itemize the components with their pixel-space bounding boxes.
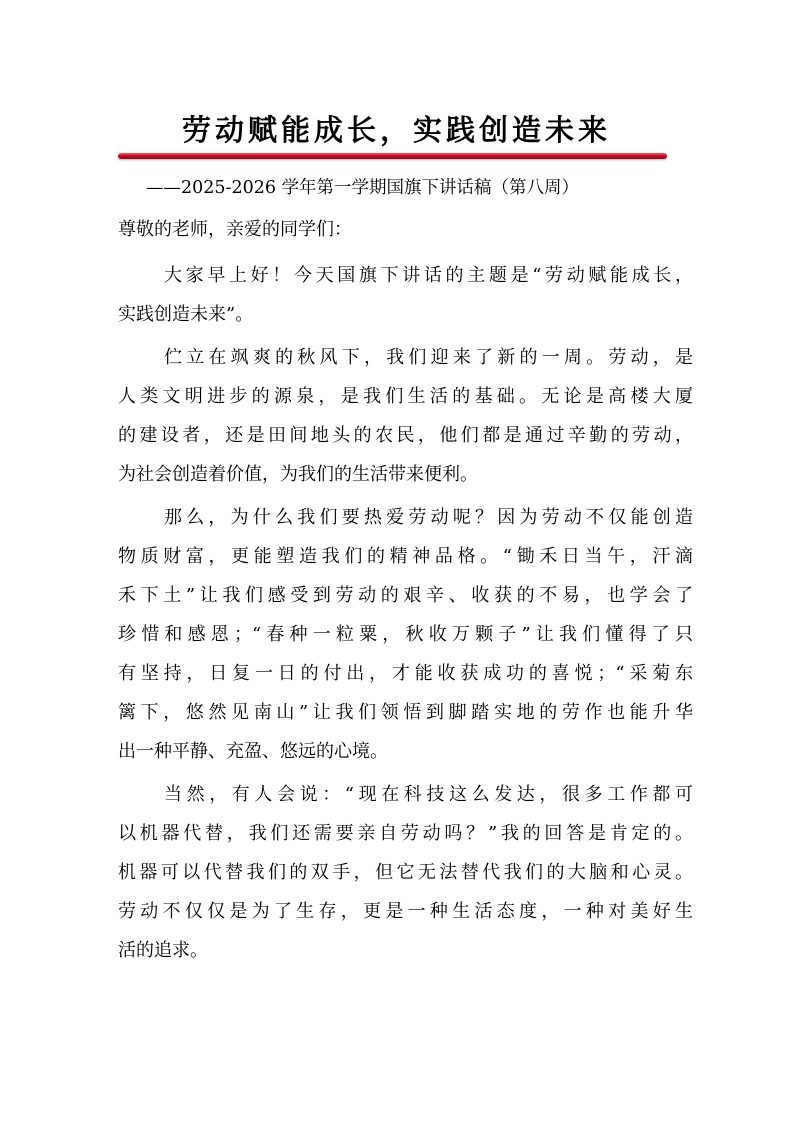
document-subtitle: ——2025-2026 学年第一学期国旗下讲话稿（第八周）: [146, 178, 580, 198]
paragraph-line: 人类文明进步的源泉，是我们生活的基础。无论是高楼大厦: [118, 386, 693, 407]
paragraph-line: 劳动不仅仅是为了生存，更是一种生活态度，一种对美好生: [118, 901, 693, 922]
paragraph-line: 那么，为什么我们要热爱劳动呢？因为劳动不仅能创造: [164, 507, 693, 528]
paragraph-line: 以机器代替，我们还需要亲自劳动吗？”我的回答是肯定的。: [118, 823, 693, 844]
paragraph-line: 机器可以代替我们的双手，但它无法替代我们的大脑和心灵。: [118, 862, 693, 883]
paragraph-line: 活的追求。: [118, 940, 208, 961]
paragraph-line: 珍惜和感恩；“春种一粒粟，秋收万颗子”让我们懂得了只: [118, 624, 693, 645]
paragraph-2: [118, 338, 693, 494]
paragraph-4: [118, 775, 693, 970]
paragraph-line: 大家早上好！今天国旗下讲话的主题是“劳动赋能成长，: [164, 265, 693, 286]
paragraph-line: 为社会创造着价值，为我们的生活带来便利。: [118, 464, 478, 485]
paragraph-line: 出一种平静、充盈、悠远的心境。: [118, 741, 388, 762]
paragraph-3: [118, 498, 693, 771]
paragraph-line: 实践创造未来”。: [118, 304, 254, 325]
paragraph-line: 篱下，悠然见南山”让我们领悟到脚踏实地的劳作也能升华: [118, 702, 693, 723]
title-underline: [118, 153, 667, 159]
paragraph-line: 当然，有人会说：“现在科技这么发达，很多工作都可: [164, 784, 693, 805]
salutation: 尊敬的老师，亲爱的同学们：: [118, 219, 352, 240]
paragraph-1: [118, 256, 693, 334]
paragraph-line: 伫立在飒爽的秋风下，我们迎来了新的一周。劳动，是: [164, 347, 693, 368]
paragraph-line: 的建设者，还是田间地头的农民，他们都是通过辛勤的劳动，: [118, 425, 693, 446]
document-title: 劳动赋能成长，实践创造未来: [181, 113, 611, 147]
paragraph-line: 有坚持，日复一日的付出，才能收获成功的喜悦；“采菊东: [118, 663, 693, 684]
paragraph-line: 物质财富，更能塑造我们的精神品格。“锄禾日当午，汗滴: [118, 546, 693, 567]
document-body: [118, 256, 693, 974]
paragraph-line: 禾下土”让我们感受到劳动的艰辛、收获的不易，也学会了: [118, 585, 693, 606]
